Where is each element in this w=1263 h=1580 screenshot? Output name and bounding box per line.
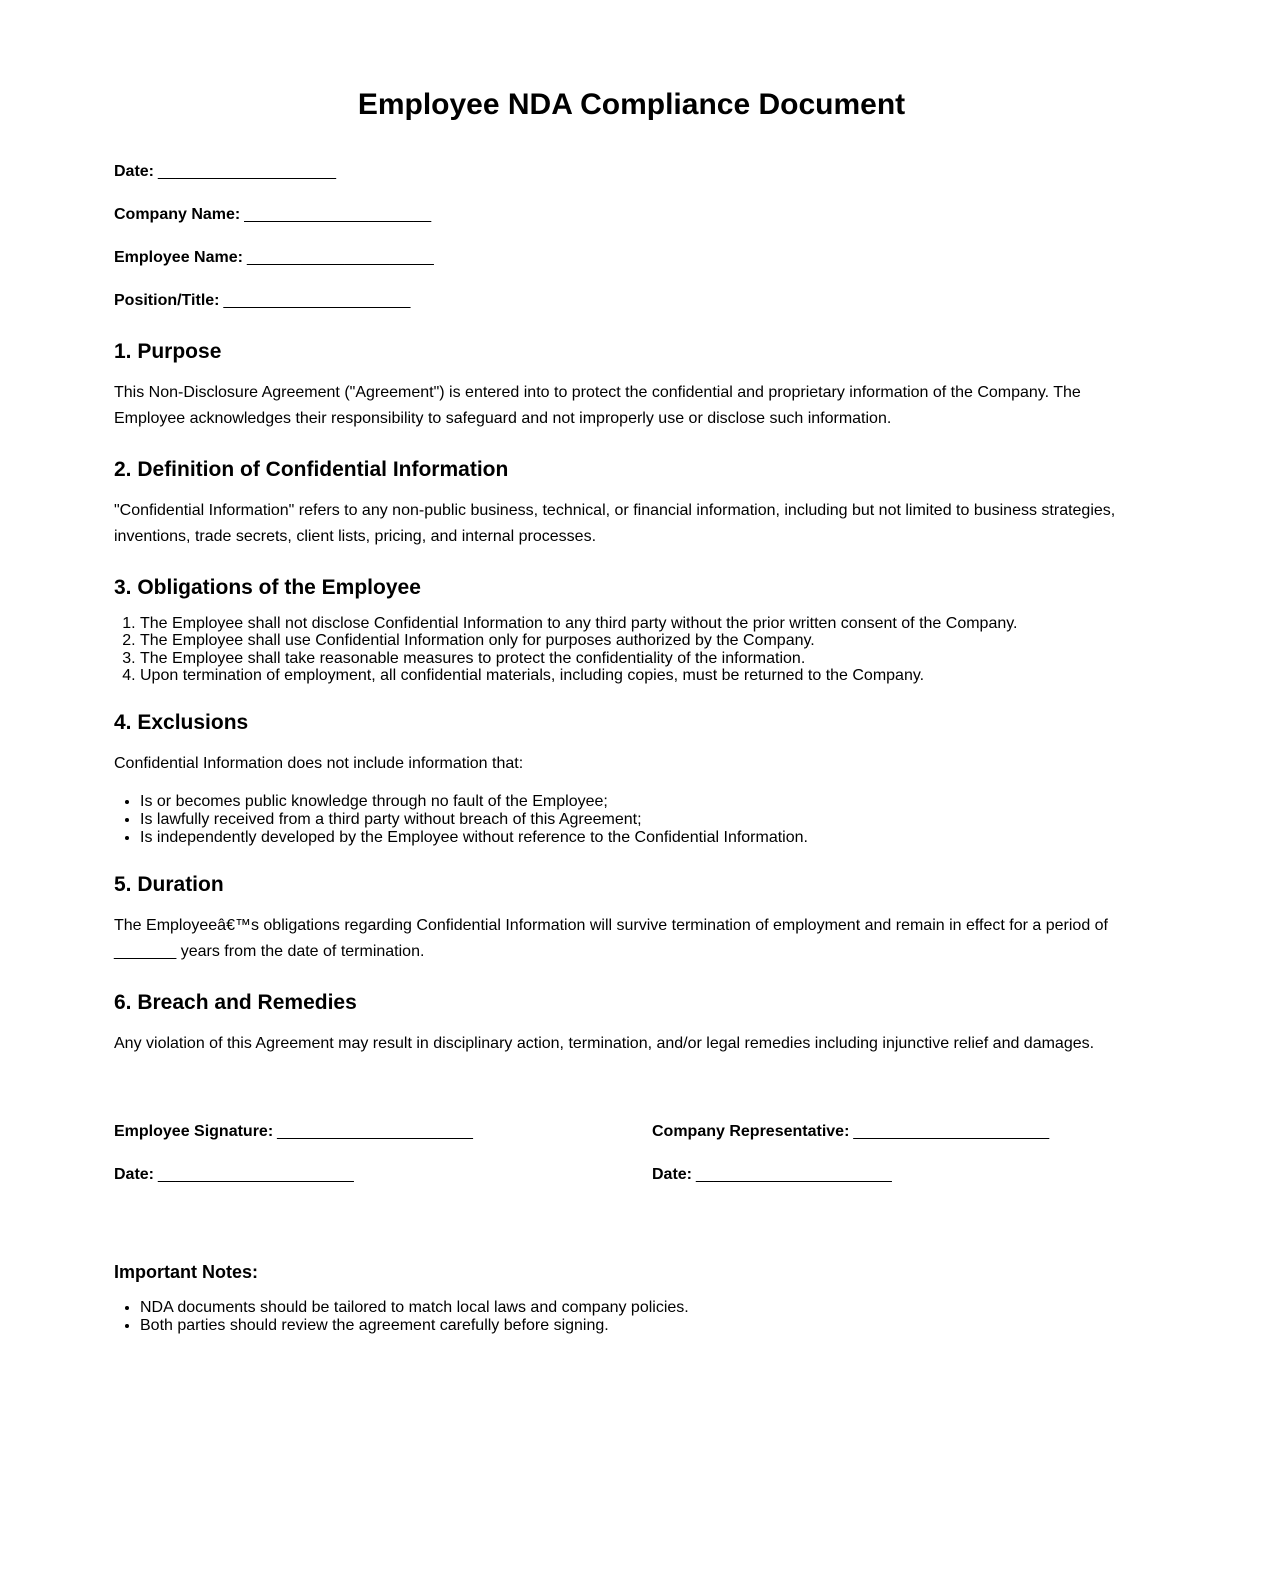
exclusion-item: • Is or becomes public knowledge through no fault of the Employee; [140,793,1149,811]
employee-signature-label: Employee Signature: [114,1123,274,1141]
obligation-item: 4. Upon termination of employment, all confidential materials, including copies, must be returned to the Company. [140,667,1149,685]
company-date-field [652,1162,1149,1188]
definition-paragraph: "Confidential Information" refers to any non-public business, technical, or financial information, including but not limited to business strategies, inventions, trade secrets, client lists, pricing, and internal processes. [114,501,1116,545]
exclusion-item: • Is lawfully received from a third party without breach of this Agreement; [140,811,1149,829]
date-label: Date: [114,162,155,180]
company-date-blank-line: ______________________ [696,1166,892,1184]
obligations-list [114,615,1149,685]
important-notes-list [114,1299,1149,1335]
date-blank-line: ____________________ [158,162,336,180]
company-representative-label: Company Representative: [652,1123,850,1141]
section-heading-purpose: 1. Purpose [114,339,222,363]
employee-signature-column [114,1119,652,1205]
duration-paragraph: The Employeeâ€™s obligations regarding Confidential Information will survive termination of employment and remain in effect for a period of _______ years from the date of termination. [114,917,1108,961]
employee-date-field [114,1162,652,1188]
employee-date-label: Date: [114,1166,155,1184]
employee-signature-field [114,1119,652,1145]
breach-paragraph: Any violation of this Agreement may result in disciplinary action, termination, and/or legal remedies including injunctive relief and damages. [114,1035,1095,1053]
company-signature-column [652,1119,1149,1205]
company-representative-field [652,1119,1149,1145]
note-item: • NDA documents should be tailored to match local laws and company policies. [140,1299,1149,1317]
section-heading-breach: 6. Breach and Remedies [114,991,357,1015]
exclusion-item: • Is independently developed by the Employee without reference to the Confidential Information. [140,829,1149,847]
field-company-name [114,202,1149,228]
obligation-item: 1. The Employee shall not disclose Confidential Information to any third party without the prior written consent of the Company. [140,615,1149,633]
company-representative-blank-line: ______________________ [853,1123,1050,1141]
exclusions-paragraph: Confidential Information does not include information that: [114,755,524,773]
section-heading-exclusions: 4. Exclusions [114,710,249,734]
obligation-item: 3. The Employee shall take reasonable measures to protect the confidentiality of the information. [140,650,1149,668]
purpose-paragraph: This Non-Disclosure Agreement ("Agreement") is entered into to protect the confidential and proprietary information of the Company. The Employee acknowledges their responsibility to safeguard and not improperly use or disclose such information. [114,383,1081,427]
company-name-blank-line: _____________________ [244,205,432,223]
employee-date-blank-line: ______________________ [158,1166,354,1184]
important-notes-heading: Important Notes: [114,1262,258,1283]
section-heading-obligations: 3. Obligations of the Employee [114,575,421,599]
field-employee-name [114,245,1149,271]
company-date-label: Date: [652,1166,693,1184]
position-title-label: Position/Title: [114,291,220,309]
note-item: • Both parties should review the agreement carefully before signing. [140,1317,1149,1335]
section-heading-definition: 2. Definition of Confidential Information [114,457,509,481]
employee-name-blank-line: _____________________ [246,248,434,266]
exclusions-list [114,793,1149,847]
signature-block [114,1119,1149,1205]
document-page [114,88,1149,1390]
employee-signature-blank-line: ______________________ [277,1123,473,1141]
section-heading-duration: 5. Duration [114,873,224,897]
employee-name-label: Employee Name: [114,248,243,266]
position-title-blank-line: _____________________ [223,291,411,309]
obligation-item: 2. The Employee shall use Confidential Information only for purposes authorized by the Company. [140,632,1149,650]
document-title: Employee NDA Compliance Document [357,88,906,121]
field-position-title [114,288,1149,314]
company-name-label: Company Name: [114,205,241,223]
field-date [114,159,1149,185]
